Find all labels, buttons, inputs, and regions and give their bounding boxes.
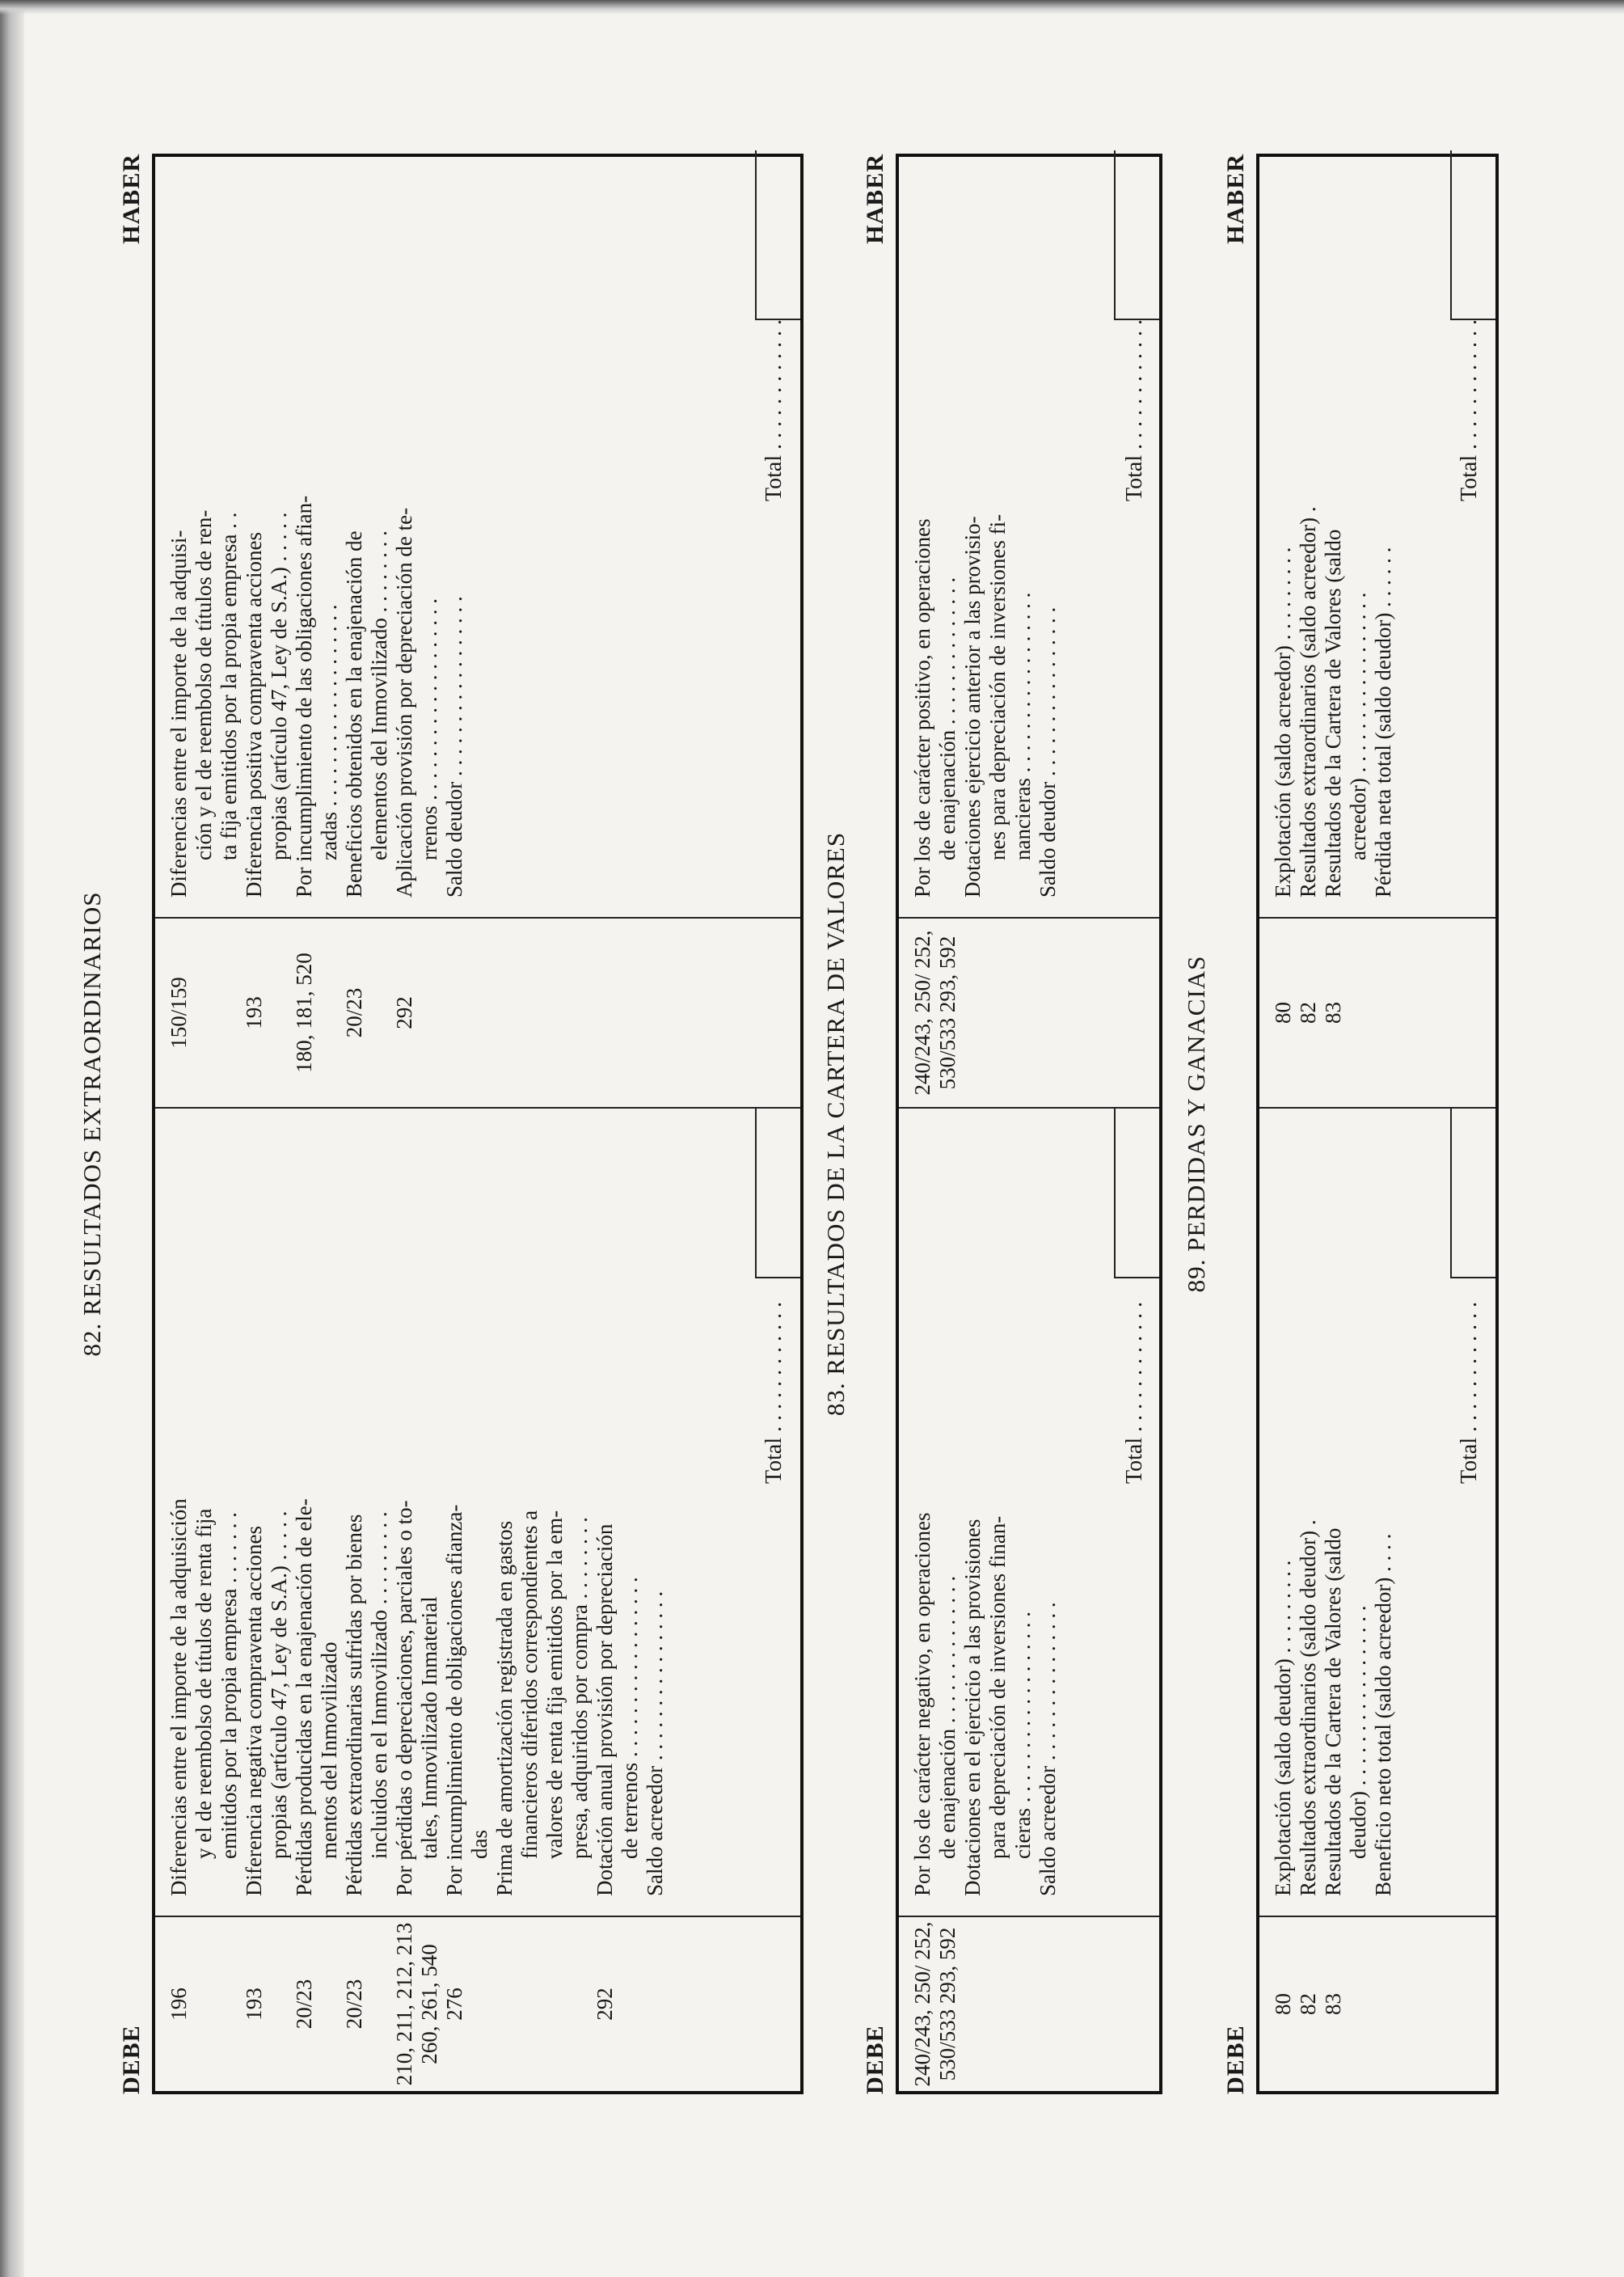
entry-line: propias (artículo 47, Ley de S.A.) . . . . . <box>267 1510 291 1859</box>
entry-line: incluidos en el Inmovilizado . . . . . . . . . <box>367 1511 391 1859</box>
ledger-entry <box>1296 1122 1321 1896</box>
entry-line: Explotación (saldo acreedor) . . . . . . . . . <box>1271 547 1295 898</box>
rotated-page <box>73 154 1576 2094</box>
account-code <box>643 1917 668 2091</box>
ledger-entry <box>1036 163 1061 898</box>
haber-descriptions <box>899 150 1159 919</box>
entry-line: mentos del Inmovilizado <box>317 1641 341 1859</box>
entry-line: y el de reembolso de títulos de renta fija <box>192 1508 216 1859</box>
entry-line: Beneficios obtenidos en la enajenación de <box>342 530 366 898</box>
debe-descriptions <box>899 1109 1159 1917</box>
haber-label: HABER <box>118 154 145 244</box>
account-code <box>960 1917 1036 2091</box>
account-code <box>1036 1917 1061 2091</box>
account-code <box>492 1917 593 2091</box>
account-code: 83 <box>1321 1993 1345 2015</box>
ledger-table <box>152 154 804 2094</box>
entry-line: nes para depreciación de inversiones fi- <box>985 513 1010 860</box>
entry-line: Pérdidas extraordinarias sufridas por bienes <box>342 1514 366 1896</box>
ledger-entry <box>292 163 342 898</box>
section-title: 82. RESULTADOS EXTRAORDINARIOS <box>78 891 106 1357</box>
haber-descriptions <box>155 150 800 919</box>
debe-total: Total . . . . . . . . . . . . <box>1122 1301 1147 1484</box>
entry-line: presa, adquiridos por compra . . . . . . . . <box>567 1517 592 1859</box>
ledger-entry <box>492 1122 593 1896</box>
ledger-entry <box>442 163 467 898</box>
ledger-entry <box>910 163 960 898</box>
scan-top-shadow <box>0 0 1624 15</box>
entry-line: nancieras . . . . . . . . . . . . . . . . . <box>1010 592 1035 860</box>
ledger-entry <box>1371 163 1396 898</box>
entry-line: elementos del Inmovilizado . . . . . . . . <box>367 530 391 860</box>
entry-line: valores de renta fija emitidos por la em- <box>542 1510 567 1859</box>
entry-line: Diferencias entre el importe de la adquisi- <box>167 530 191 898</box>
account-code: 240/243, 250/ 252, 530/533 293, 592 <box>910 930 960 1096</box>
haber-label: HABER <box>1222 154 1249 244</box>
debe-label: DEBE <box>1222 2025 1249 2094</box>
ledger-entry <box>960 1122 1036 1896</box>
account-code: 82 <box>1296 1993 1320 2015</box>
ledger-entry <box>643 1122 668 1896</box>
ledger-entry <box>1321 1122 1371 1896</box>
ledger-entry <box>392 163 442 898</box>
ledger-entry <box>342 163 392 898</box>
entry-line: Diferencia positiva compraventa acciones <box>242 531 266 898</box>
entry-line: Prima de amortización registrada en gastos <box>492 1520 517 1896</box>
section-title: 83. RESULTADOS DE LA CARTERA DE VALORES <box>821 831 850 1417</box>
debe-label: DEBE <box>118 2025 145 2094</box>
entry-line: Dotaciones ejercicio anterior a las provisio- <box>960 516 985 898</box>
entry-line: Saldo deudor . . . . . . . . . . . . . . . . <box>1036 606 1060 898</box>
entry-line: Pérdida neta total (saldo deudor) . . . . . . <box>1371 547 1395 898</box>
entry-line: de enajenación . . . . . . . . . . . . . . <box>935 577 960 860</box>
entry-line: Aplicación provisión por depreciación de te- <box>392 507 416 898</box>
entry-line: deudor) . . . . . . . . . . . . . . . . . <box>1346 1605 1370 1859</box>
entry-line: emitidos por la propia empresa . . . . . . . <box>217 1512 241 1859</box>
account-code: 292 <box>593 1988 617 2021</box>
entry-line: Saldo acreedor . . . . . . . . . . . . . . . . <box>643 1591 667 1896</box>
haber-label: HABER <box>862 154 888 244</box>
account-code: 292 <box>392 996 416 1029</box>
entry-line: Por los de carácter negativo, en operaciones <box>910 1512 934 1896</box>
entry-line: Diferencias entre el importe de la adquisición <box>167 1498 191 1896</box>
ledger-entry <box>1321 163 1371 898</box>
entry-line: Dotación anual provisión por depreciación <box>593 1523 617 1896</box>
entry-line: Resultados extraordinarios (saldo deudor) . <box>1296 1519 1320 1896</box>
entry-line: ta fija emitidos por la propia empresa . . <box>217 512 241 860</box>
entry-line: Diferencia negativa compraventa acciones <box>242 1526 266 1896</box>
debe-codes <box>155 1917 800 2091</box>
haber-total: Total . . . . . . . . . . . . <box>1122 319 1147 501</box>
entry-line: Resultados extraordinarios (saldo acreedor) . <box>1296 506 1320 898</box>
account-code: 196 <box>167 1988 191 2021</box>
debe-codes <box>1259 1917 1495 2091</box>
ledger-entry <box>960 163 1036 898</box>
haber-total: Total . . . . . . . . . . . . <box>1457 319 1482 501</box>
scan-edge-shadow <box>0 0 24 2277</box>
account-code: 20/23 <box>342 1979 366 2030</box>
entry-line: para depreciación de inversiones finan- <box>985 1515 1010 1859</box>
entry-line: Resultados de la Cartera de Valores (saldo <box>1321 529 1345 898</box>
ledger-entry <box>1271 1122 1296 1896</box>
debe-total: Total . . . . . . . . . . . . <box>761 1301 787 1484</box>
entry-line: Beneficio neto total (saldo acreedor) . . . . <box>1371 1533 1395 1896</box>
account-code: 83 <box>1321 1002 1345 1024</box>
ledger-entry <box>342 1122 392 1896</box>
entry-line: Saldo deudor . . . . . . . . . . . . . . . . . <box>442 596 466 898</box>
entry-line: Pérdidas producidas en la enajenación de ele- <box>292 1498 316 1896</box>
ledger-entry <box>1296 163 1321 898</box>
entry-line: Dotaciones en el ejercicio a las provisiones <box>960 1519 985 1896</box>
ledger-entry <box>442 1122 492 1896</box>
account-code: 193 <box>242 1988 266 2021</box>
ledger-entry <box>1371 1122 1396 1896</box>
haber-codes <box>1259 919 1495 1109</box>
account-code <box>1036 919 1061 1107</box>
account-code: 20/23 <box>292 1979 316 2030</box>
account-code: 276 <box>442 1988 466 2021</box>
entry-line: Por pérdidas o depreciaciones, parciales o to- <box>392 1500 416 1896</box>
account-code: 193 <box>242 996 266 1029</box>
entry-line: tales, Inmovilizado Inmaterial <box>417 1596 441 1859</box>
account-code <box>1371 919 1396 1107</box>
entry-line: das <box>467 1830 491 1859</box>
entry-line: Por los de carácter positivo, en operaciones <box>910 518 934 898</box>
debe-codes <box>899 1917 1159 2091</box>
entry-line: zadas . . . . . . . . . . . . . . . . . . . <box>317 604 341 860</box>
debe-descriptions <box>155 1109 800 1917</box>
section-title: 89. PERDIDAS Y GANACIAS <box>1182 955 1210 1293</box>
ledger-entry <box>167 1122 242 1896</box>
entry-line: Saldo acreedor . . . . . . . . . . . . . . . <box>1036 1602 1060 1896</box>
haber-codes <box>899 919 1159 1109</box>
account-code: 20/23 <box>342 987 366 1038</box>
ledger-entry <box>1036 1122 1061 1896</box>
account-code: 240/243, 250/ 252, 530/533 293, 592 <box>910 1921 960 2087</box>
account-code: 150/159 <box>167 977 191 1049</box>
entry-line: rrenos . . . . . . . . . . . . . . . . . . . <box>417 598 441 860</box>
account-code: 210, 211, 212, 213 260, 261, 540 <box>392 1922 441 2086</box>
ledger-entry <box>242 163 292 898</box>
entry-line: ción y el de reembolso de títulos de ren- <box>192 509 216 860</box>
ledger-entry <box>167 163 242 898</box>
entry-line: financieros diferidos correspondientes a <box>517 1510 542 1859</box>
haber-total: Total . . . . . . . . . . . . <box>761 319 787 501</box>
entry-line: acreedor) . . . . . . . . . . . . . . . . . <box>1346 592 1370 860</box>
account-code: 180, 181, 520 <box>292 953 316 1073</box>
haber-codes <box>155 919 800 1109</box>
entry-line: Explotación (saldo deudor) . . . . . . . . . <box>1271 1560 1295 1896</box>
entry-line: Por incumplimiento de las obligaciones afian- <box>292 495 316 898</box>
entry-line: Por incumplimiento de obligaciones afianza- <box>442 1504 466 1896</box>
ledger-entry <box>1271 163 1296 898</box>
ledger-entry <box>392 1122 442 1896</box>
account-code: 82 <box>1296 1002 1320 1024</box>
entry-line: propias (artículo 47, Ley de S.A.) . . . . . <box>267 512 291 860</box>
entry-line: de enajenación . . . . . . . . . . . . . . <box>935 1575 960 1859</box>
debe-label: DEBE <box>862 2025 888 2094</box>
account-code <box>442 919 467 1107</box>
ledger-entry <box>242 1122 292 1896</box>
ledger-entry <box>910 1122 960 1896</box>
account-code: 80 <box>1271 1993 1295 2015</box>
entry-line: de terrenos . . . . . . . . . . . . . . . . . <box>618 1577 642 1859</box>
account-code <box>960 919 1036 1107</box>
account-code: 80 <box>1271 1002 1295 1024</box>
debe-total: Total . . . . . . . . . . . . <box>1457 1301 1482 1484</box>
account-code <box>1371 1917 1396 2091</box>
ledger-entry <box>292 1122 342 1896</box>
ledger-entry <box>593 1122 643 1896</box>
entry-line: Resultados de la Cartera de Valores (saldo <box>1321 1527 1345 1896</box>
entry-line: cieras . . . . . . . . . . . . . . . . . . <box>1010 1612 1035 1859</box>
